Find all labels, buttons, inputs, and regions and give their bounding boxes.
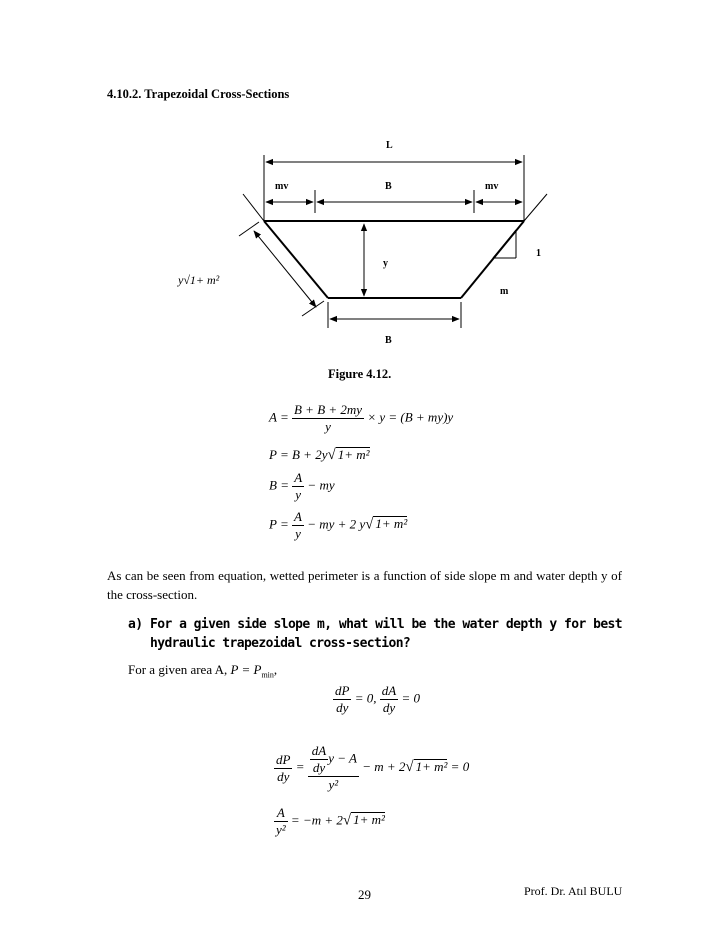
label-B-top: B: [385, 181, 392, 192]
label-mv-left: mv: [275, 181, 289, 192]
author-footer: Prof. Dr. Atıl BULU: [524, 884, 623, 898]
label-side-length: y√1+ m²: [178, 273, 220, 287]
question-label: a): [128, 617, 143, 632]
body-paragraph: As can be seen from equation, wetted perimeter is a function of side slope m and water depth y of the cross-section.: [107, 568, 622, 602]
derivative-conditions: $\frac{dP}{dy}$ = 0, $\frac{dA}{dy}$ = 0: [335, 683, 420, 715]
label-B-bottom: B: [385, 335, 392, 346]
dim-side: [254, 231, 316, 307]
figure-caption: Figure 4.12.: [328, 367, 392, 381]
label-m: m: [500, 286, 509, 297]
equation-bottom-width: B = $\frac{A}{y}$ − my: [269, 470, 335, 502]
equation-perimeter-area: P = $\frac{A}{y}$ − my + 2 y√ 1+ m²: [269, 509, 408, 541]
label-mv-right: mv: [485, 181, 499, 192]
equation-perimeter: P = B + 2y√ 1+ m²: [269, 447, 370, 463]
trapezoid-shape: [264, 221, 524, 298]
page-number: 29: [358, 887, 371, 902]
label-y: y: [383, 258, 388, 269]
derivative-result: $\frac{A}{\text{y²}}$ = −m + 2√ 1+ m²: [276, 805, 385, 837]
section-title: 4.10.2. Trapezoidal Cross-Sections: [107, 87, 290, 101]
equation-area: A = $\frac{B + B + 2my}{y}$ × y = (B + my)y: [269, 402, 454, 434]
given-condition: For a given area A, $P = P_{min}$,: [128, 662, 278, 680]
label-L: L: [386, 140, 393, 151]
question-a: [128, 615, 622, 653]
question-text: For a given side slope m, what will be the water depth y for best hydraulic trapezoidal cross-section?: [150, 617, 622, 651]
label-1: 1: [536, 248, 541, 259]
derivative-expansion: $\frac{dP}{dy}$ = $\frac{dA}{dy}$ y − A y² − m + 2√ 1+ m² = 0: [276, 743, 470, 792]
